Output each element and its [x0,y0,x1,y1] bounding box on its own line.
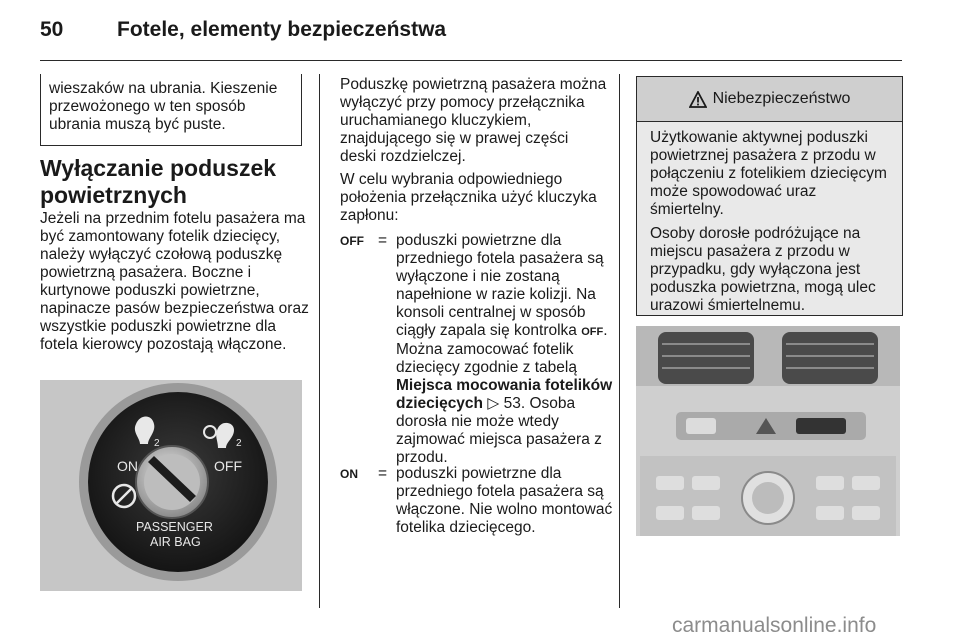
airbag-indicator [796,418,846,434]
middle-column-text [340,76,608,225]
key-switch-illustration [40,380,302,591]
warning-title: Niebezpieczeństwo [712,90,851,107]
section-heading: Wyłączanie poduszek powietrznych [40,155,277,208]
warning-paragraph-2: Osoby dorosłe podróżujące na miejscu pasażera z przodu w przypadku, gdy wyłączona jest poduszka powietrzna, mogą ulec urazowi śmiertelnemu. [650,225,876,314]
option-off-text: poduszki powietrzne dla przedniego fotela pasażera są wyłączone i nie zostaną napełnione w razie kolizji. Na konsoli centralnej w sposób ciągły zapala się kontrolka OFF. Można zamocować fotelik dziecięcy zgodnie z tabelą Miejsca mocowania fotelików dziecięcych ▷ 53. Osoba dorosła nie może wtedy zajmować miejsca pasażera z przodu. [396,232,613,466]
option-on-text: poduszki powietrzne dla przedniego fotela pasażera są włączone. Nie wolno montować fotelika dziecięcego. [396,465,613,536]
header-rule [40,60,902,61]
on-label: ON [117,458,138,474]
watermark: carmanualsonline.info [672,614,877,637]
warning-paragraph-1: Użytkowanie aktywnej poduszki powietrznej pasażera z przodu w połączeniu z fotelikiem dziecięcym może spowodować uraz śmiertelny. [650,129,887,218]
inline-airbag-off-icon: OFF [581,326,604,338]
option-off-text-part1: poduszki powietrzne dla przedniego fotela pasażera są wyłączone i nie zostaną napełnione w razie kolizji. Na konsoli centralnej w sposób ciągły zapala się kontrolka [396,232,604,339]
warning-triangle-icon [689,91,707,108]
center-console-illustration [636,326,900,536]
passenger-label: PASSENGER [136,520,213,534]
option-on-text-wrap [396,465,614,537]
option-on-equals: = [378,465,388,482]
center-console-figure [636,326,900,536]
child-seat-table-link[interactable]: Miejsca mocowania fotelików dziecięcych [396,377,613,412]
continued-text-box [40,74,302,146]
warning-header [637,77,902,122]
console-button [686,418,716,434]
page-ref-arrow-icon: ▷ [487,395,500,412]
left-air-vent [658,332,754,384]
airbag-label: AIR BAG [150,535,201,549]
warning-body [637,122,902,322]
switch-instruction: W celu wybrania odpowiedniego położenia przełącznika użyć kluczyka zapłonu: [340,171,597,224]
airbag-off-icon: OFF [340,234,364,248]
off-sub2-label: 2 [236,438,242,449]
switch-description: Poduszkę powietrzną pasażera można wyłączyć przy pomocy przełącznika uruchamianego kluczykiem, znajdującego się w prawej części deski rozdzielczej. [340,76,607,165]
warning-box [636,76,903,316]
section-body [40,210,310,354]
page-ref-number: 53 [503,395,521,412]
option-off-text-part2: . Można zamocować fotelik dziecięcy zgodnie z tabelą [396,322,608,376]
off-label: OFF [214,458,242,474]
airbag-on-icon: ON [340,467,358,481]
airbag-key-switch-figure [40,380,302,591]
page-header-title: Fotele, elementy bezpieczeństwa [117,18,447,41]
option-off-text-part3: Osoba dorosła nie może wtedy zajmować miejsca pasażera z przodu. [396,395,602,466]
option-off-equals: = [378,232,388,249]
right-air-vent [782,332,878,384]
continued-text: wieszaków na ubrania. Kieszenie przewożonego w ten sposób ubrania muszą być puste. [49,80,278,133]
section-paragraph: Jeżeli na przednim fotelu pasażera ma być zamontowany fotelik dziecięcy, należy wyłączyć czołową poduszkę powietrzną pasażera. Boczne i kurtynowe poduszki powietrzne, napinacze pasów bezpieczeństwa oraz wszystkie poduszki powietrzne dla fotela kierowcy pozostają włączone. [40,210,309,353]
column-divider-right [619,74,620,608]
on-sub2-label: 2 [154,438,160,449]
column-divider-left [319,74,320,608]
page-number: 50 [40,18,64,41]
